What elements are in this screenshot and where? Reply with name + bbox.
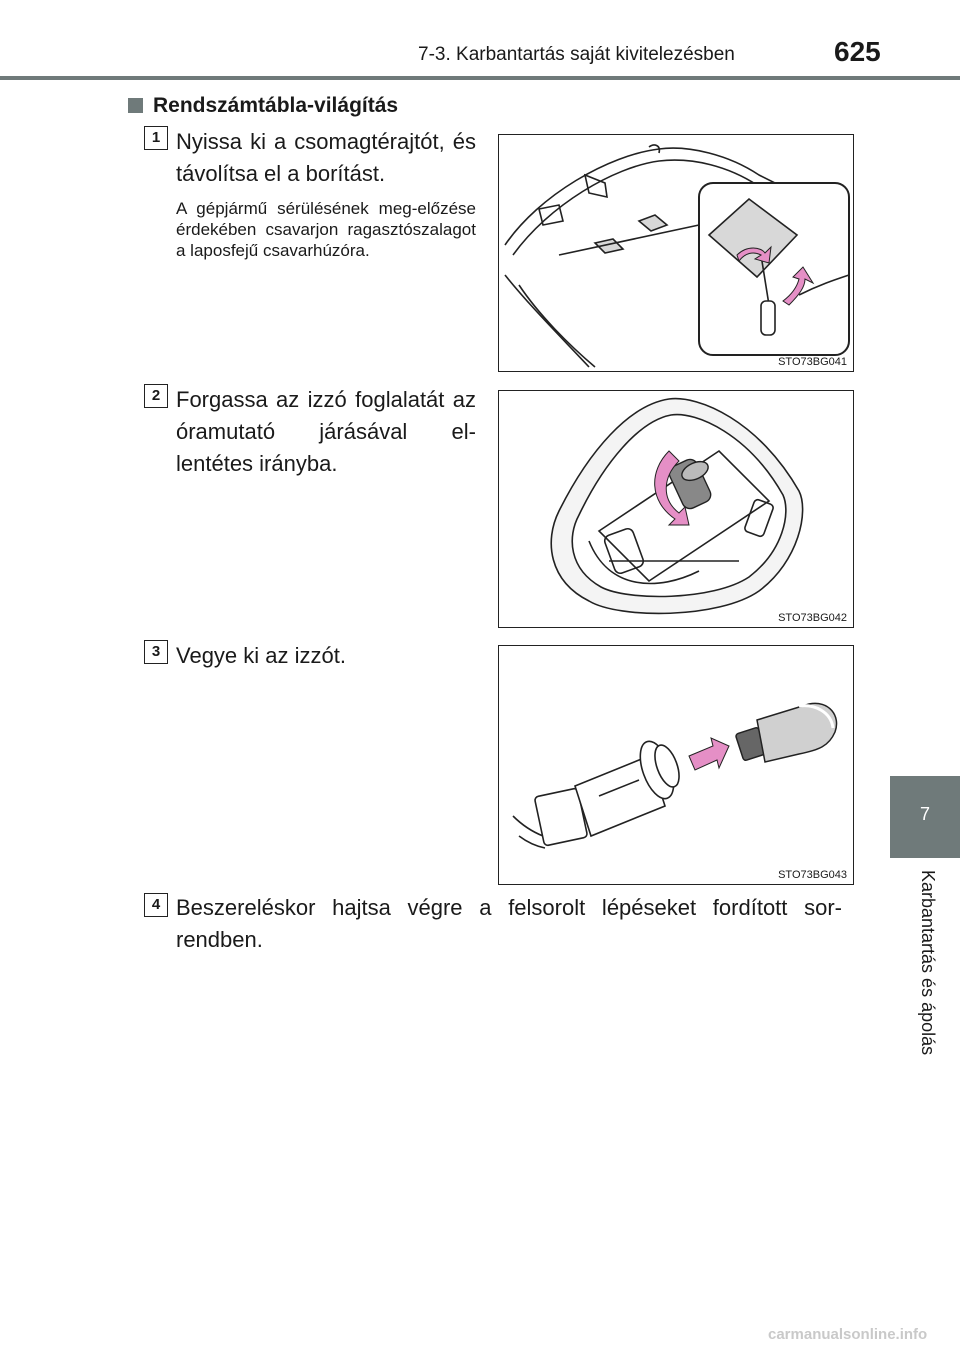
figure-3-code: STO73BG043 bbox=[778, 869, 847, 881]
chapter-tab bbox=[890, 776, 960, 858]
watermark: carmanualsonline.info bbox=[768, 1326, 928, 1343]
pull-arrow-icon bbox=[689, 738, 729, 770]
figure-1-code: STO73BG041 bbox=[778, 356, 847, 368]
step-1-note: A gépjármű sérülésének meg-előzése érdekében csavarjon ragasztószalagot a laposfejű csavarhúzóra. bbox=[176, 199, 476, 260]
bulb-socket-illustration bbox=[499, 391, 853, 627]
header-rule bbox=[0, 76, 960, 80]
section-title-text: Rendszámtábla-világítás bbox=[153, 94, 399, 117]
bulb-removal-illustration bbox=[499, 646, 853, 884]
figure-2-code: STO73BG042 bbox=[778, 612, 847, 624]
step-number-4: 4 bbox=[144, 893, 168, 917]
figure-3 bbox=[498, 645, 854, 885]
step-1-text: Nyissa ki a csomagtérajtót, és távolítsa el a borítást. bbox=[176, 129, 476, 186]
step-2-text: Forgassa az izzó foglalatát az óramutató járásával el-lentétes irányba. bbox=[176, 387, 476, 476]
step-3-text: Vegye ki az izzót. bbox=[176, 643, 346, 668]
chapter-title: Karbantartás és ápolás bbox=[918, 870, 938, 1056]
section-title bbox=[128, 94, 398, 118]
step-number-2: 2 bbox=[144, 384, 168, 408]
running-header: 7-3. Karbantartás saját kivitelezésben bbox=[418, 44, 735, 65]
figure-2 bbox=[498, 390, 854, 628]
square-bullet-icon bbox=[128, 98, 143, 113]
step-4-text: Beszereléskor hajtsa végre a felsorolt lépéseket fordított sor-rendben. bbox=[176, 895, 842, 952]
step-number-1: 1 bbox=[144, 126, 168, 150]
trunk-lid-illustration bbox=[499, 135, 853, 371]
page-number: 625 bbox=[834, 36, 881, 67]
figure-1 bbox=[498, 134, 854, 372]
step-number-3: 3 bbox=[144, 640, 168, 664]
chapter-number: 7 bbox=[919, 804, 930, 824]
